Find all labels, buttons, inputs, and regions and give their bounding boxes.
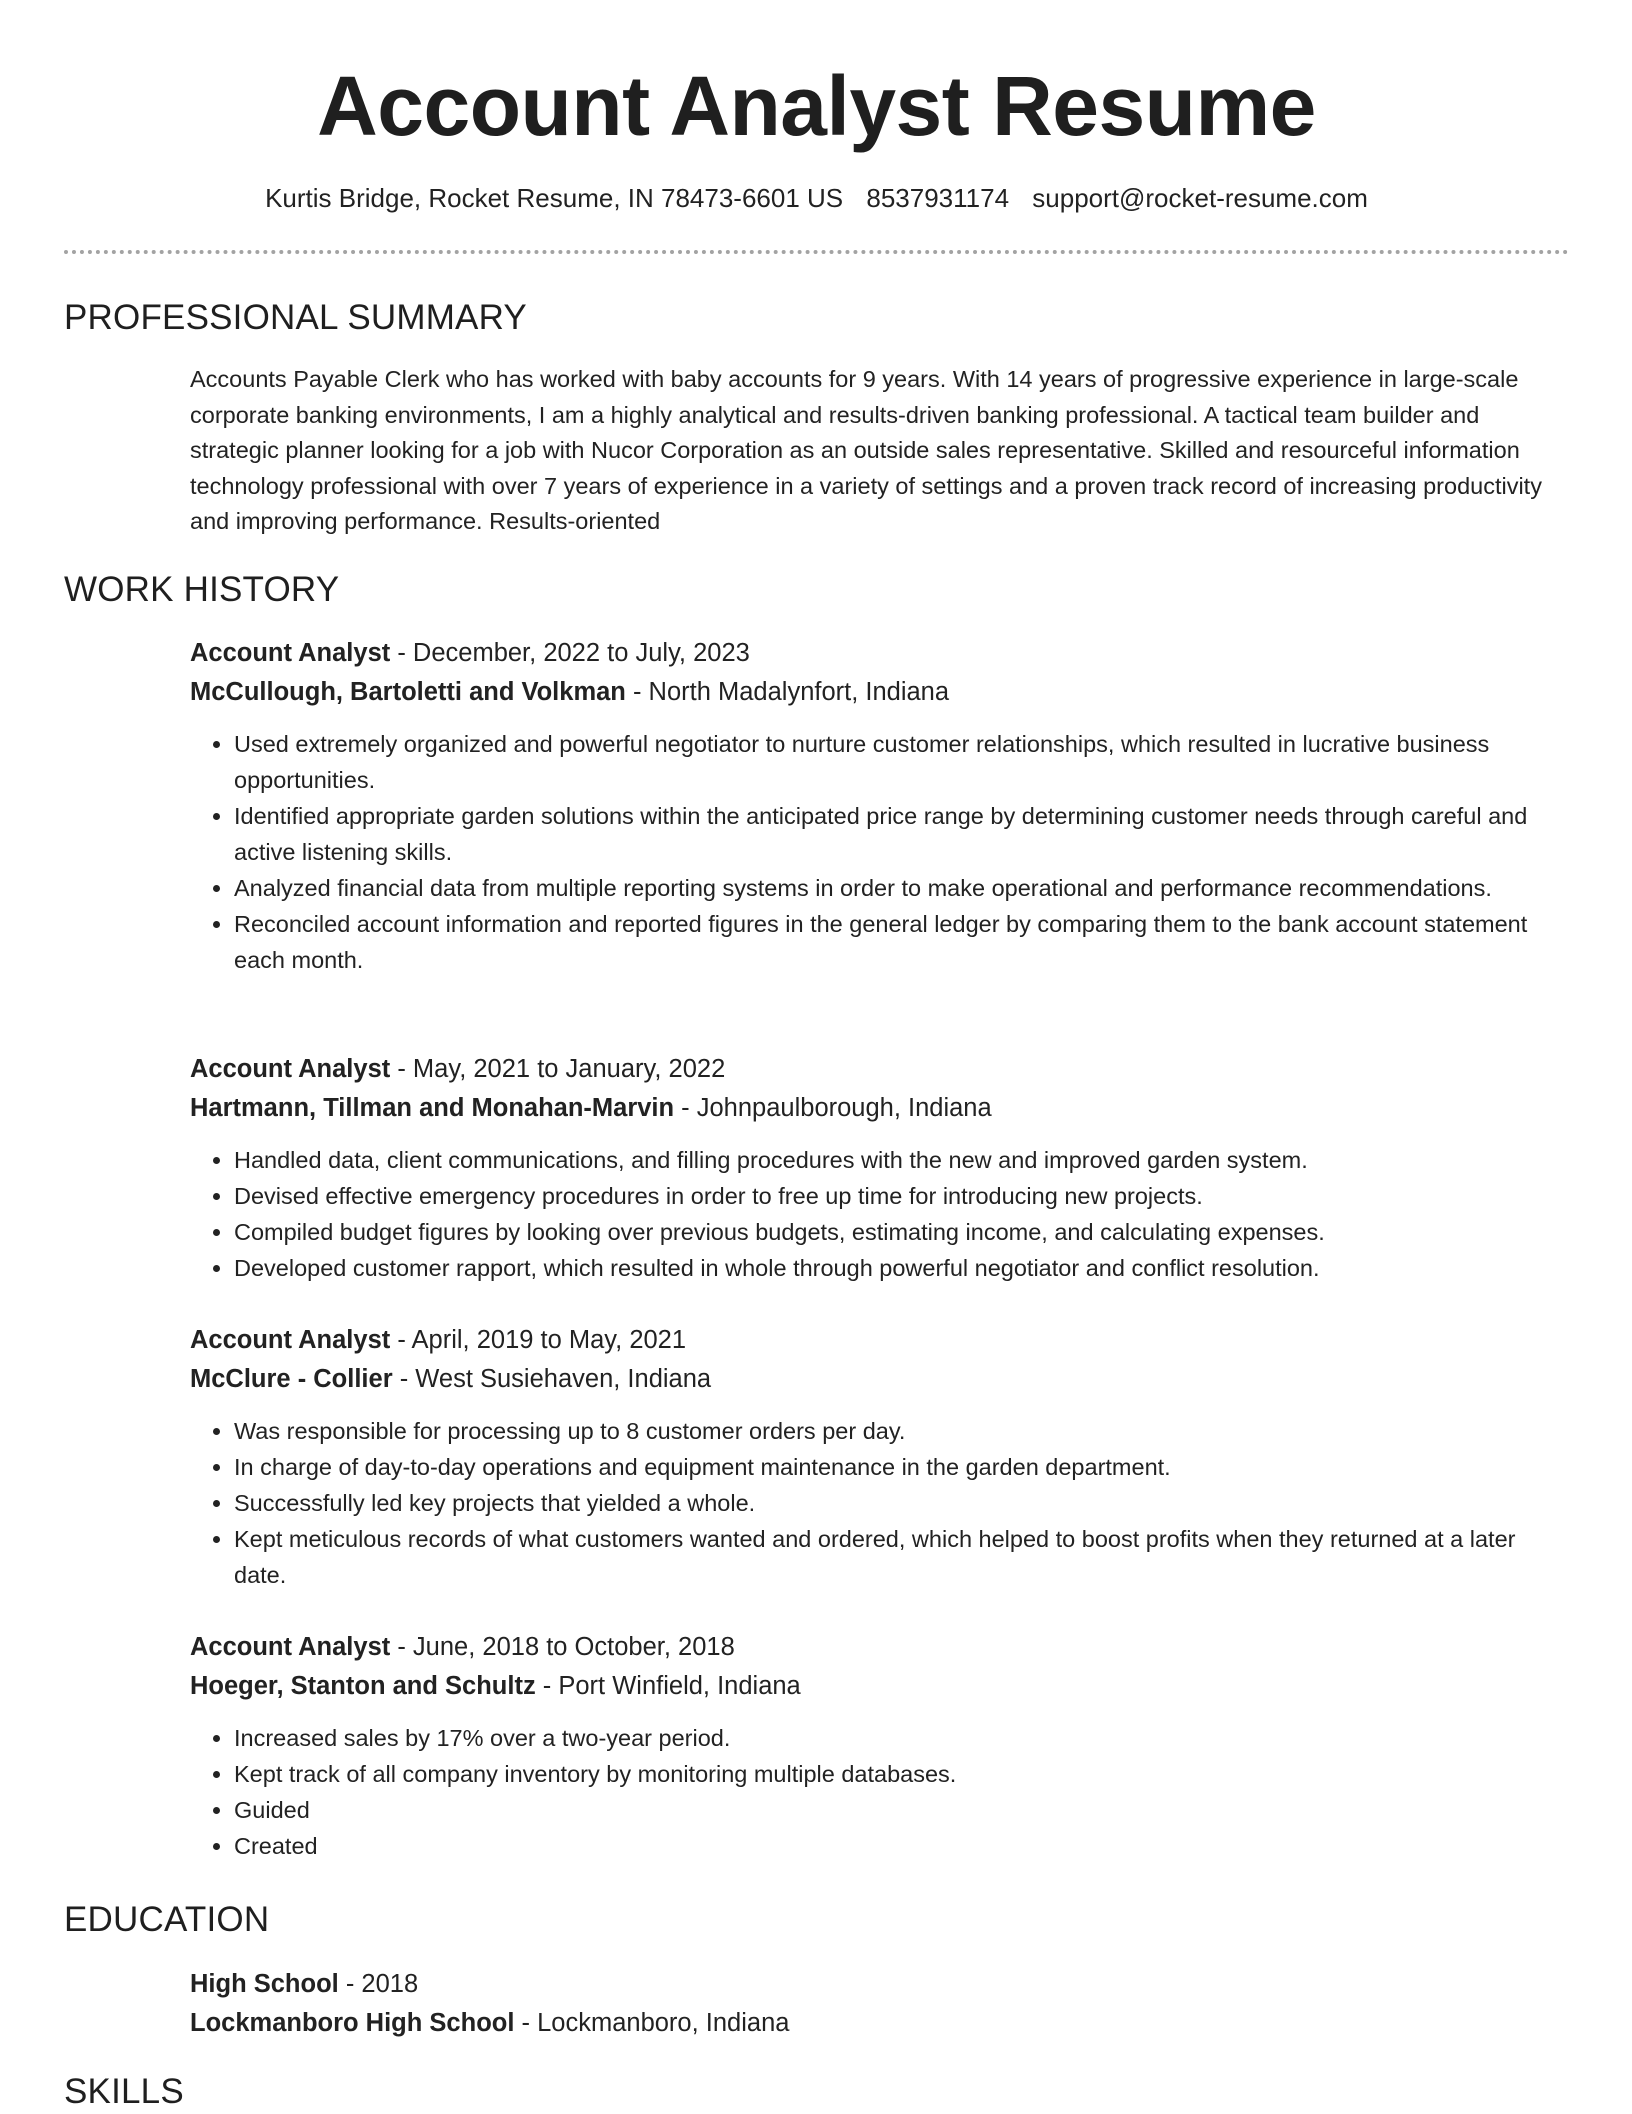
job-bullet: • Increased sales by 17% over a two-year period. (234, 1720, 1569, 1756)
job-dates: - April, 2019 to May, 2021 (390, 1326, 687, 1354)
job-company-line (190, 1360, 1569, 1399)
job-entry (190, 1050, 1569, 1286)
education-heading: EDUCATION (64, 1900, 270, 1939)
job-bullet: • Analyzed financial data from multiple reporting systems in order to make operational and performance recommendations. (234, 870, 1569, 906)
education-school-line (190, 2004, 1569, 2043)
job-bullet: • Used extremely organized and powerful negotiator to nurture customer relationships, which resulted in lucrative business opportunities. (234, 726, 1569, 798)
job-bullet: • Handled data, client communications, and filling procedures with the new and improved garden system. (234, 1142, 1569, 1178)
job-bullet: • Kept meticulous records of what customers wanted and ordered, which helped to boost profits when they returned at a later date. (234, 1521, 1569, 1593)
contact-phone: 8537931174 (866, 183, 1010, 213)
education-degree: High School (190, 1970, 339, 1998)
job-company-line (190, 1667, 1569, 1706)
job-company-line (190, 1089, 1569, 1128)
job-dates: - June, 2018 to October, 2018 (390, 1633, 735, 1661)
education-degree-line (190, 1965, 1569, 2004)
job-bullet: • Identified appropriate garden solutions within the anticipated price range by determining customer needs through careful and active listening skills. (234, 798, 1569, 870)
header-divider (64, 250, 1569, 254)
job-entry (190, 1628, 1569, 1864)
job-bullet: • Reconciled account information and reported figures in the general ledger by comparing them to the bank account statement each month. (234, 906, 1569, 978)
education-location: - Lockmanboro, Indiana (514, 2009, 790, 2037)
job-title: Account Analyst (190, 639, 391, 667)
job-bullet: • Successfully led key projects that yielded a whole. (234, 1485, 1569, 1521)
job-bullet: • In charge of day-to-day operations and equipment maintenance in the garden department. (234, 1449, 1569, 1485)
job-bullet: • Devised effective emergency procedures in order to free up time for introducing new projects. (234, 1178, 1569, 1214)
job-entry (190, 1321, 1569, 1593)
job-bullet: • Developed customer rapport, which resulted in whole through powerful negotiator and conflict resolution. (234, 1250, 1569, 1286)
job-location: - Port Winfield, Indiana (535, 1672, 801, 1700)
job-title: Account Analyst (190, 1633, 391, 1661)
work-history-heading: WORK HISTORY (64, 570, 340, 609)
job-title-line (190, 1050, 1569, 1089)
job-dates: - May, 2021 to January, 2022 (390, 1055, 726, 1083)
job-company: McCullough, Bartoletti and Volkman (190, 678, 626, 706)
job-bullets (190, 1413, 1569, 1593)
job-title: Account Analyst (190, 1055, 391, 1083)
job-title-line (190, 1321, 1569, 1360)
job-bullet: • Was responsible for processing up to 8 customer orders per day. (234, 1413, 1569, 1449)
job-bullets (190, 726, 1569, 978)
job-dates: - December, 2022 to July, 2023 (390, 639, 750, 667)
job-location: - West Susiehaven, Indiana (392, 1365, 712, 1393)
job-bullet: • Kept track of all company inventory by monitoring multiple databases. (234, 1756, 1569, 1792)
job-company: Hartmann, Tillman and Monahan-Marvin (190, 1094, 675, 1122)
job-location: - North Madalynfort, Indiana (625, 678, 950, 706)
job-company: McClure - Collier (190, 1365, 393, 1393)
resume-title: Account Analyst Resume (317, 59, 1316, 153)
job-bullets (190, 1142, 1569, 1286)
job-company: Hoeger, Stanton and Schultz (190, 1672, 536, 1700)
skills-heading: SKILLS (64, 2072, 184, 2111)
education-entry (190, 1965, 1569, 2043)
job-bullet: • Guided (234, 1792, 1569, 1828)
job-title: Account Analyst (190, 1326, 391, 1354)
job-bullet: • Compiled budget figures by looking over previous budgets, estimating income, and calculating expenses. (234, 1214, 1569, 1250)
summary-heading: PROFESSIONAL SUMMARY (64, 298, 527, 337)
contact-line (64, 180, 1569, 216)
summary-text: Accounts Payable Clerk who has worked with baby accounts for 9 years. With 14 years of progressive experience in large-scale corporate banking environments, I am a highly analytical and results-driven banking professional. A tactical team builder and strategic planner looking for a job with Nucor Corporation as an outside sales representative. Skilled and resourceful information technology professional with over 7 years of experience in a variety of settings and a proven track record of increasing productivity and improving performance. Results-oriented (190, 366, 1542, 535)
education-school: Lockmanboro High School (190, 2009, 515, 2037)
job-company-line (190, 673, 1569, 712)
job-entry (190, 634, 1569, 978)
job-bullets (190, 1720, 1569, 1864)
contact-email: support@rocket-resume.com (1032, 183, 1368, 213)
summary-block (190, 362, 1569, 540)
job-title-line (190, 1628, 1569, 1667)
job-bullet: • Created (234, 1828, 1569, 1864)
education-year: - 2018 (338, 1970, 419, 1998)
contact-address: Kurtis Bridge, Rocket Resume, IN 78473-6601 US (265, 183, 844, 213)
job-title-line (190, 634, 1569, 673)
job-location: - Johnpaulborough, Indiana (674, 1094, 992, 1122)
